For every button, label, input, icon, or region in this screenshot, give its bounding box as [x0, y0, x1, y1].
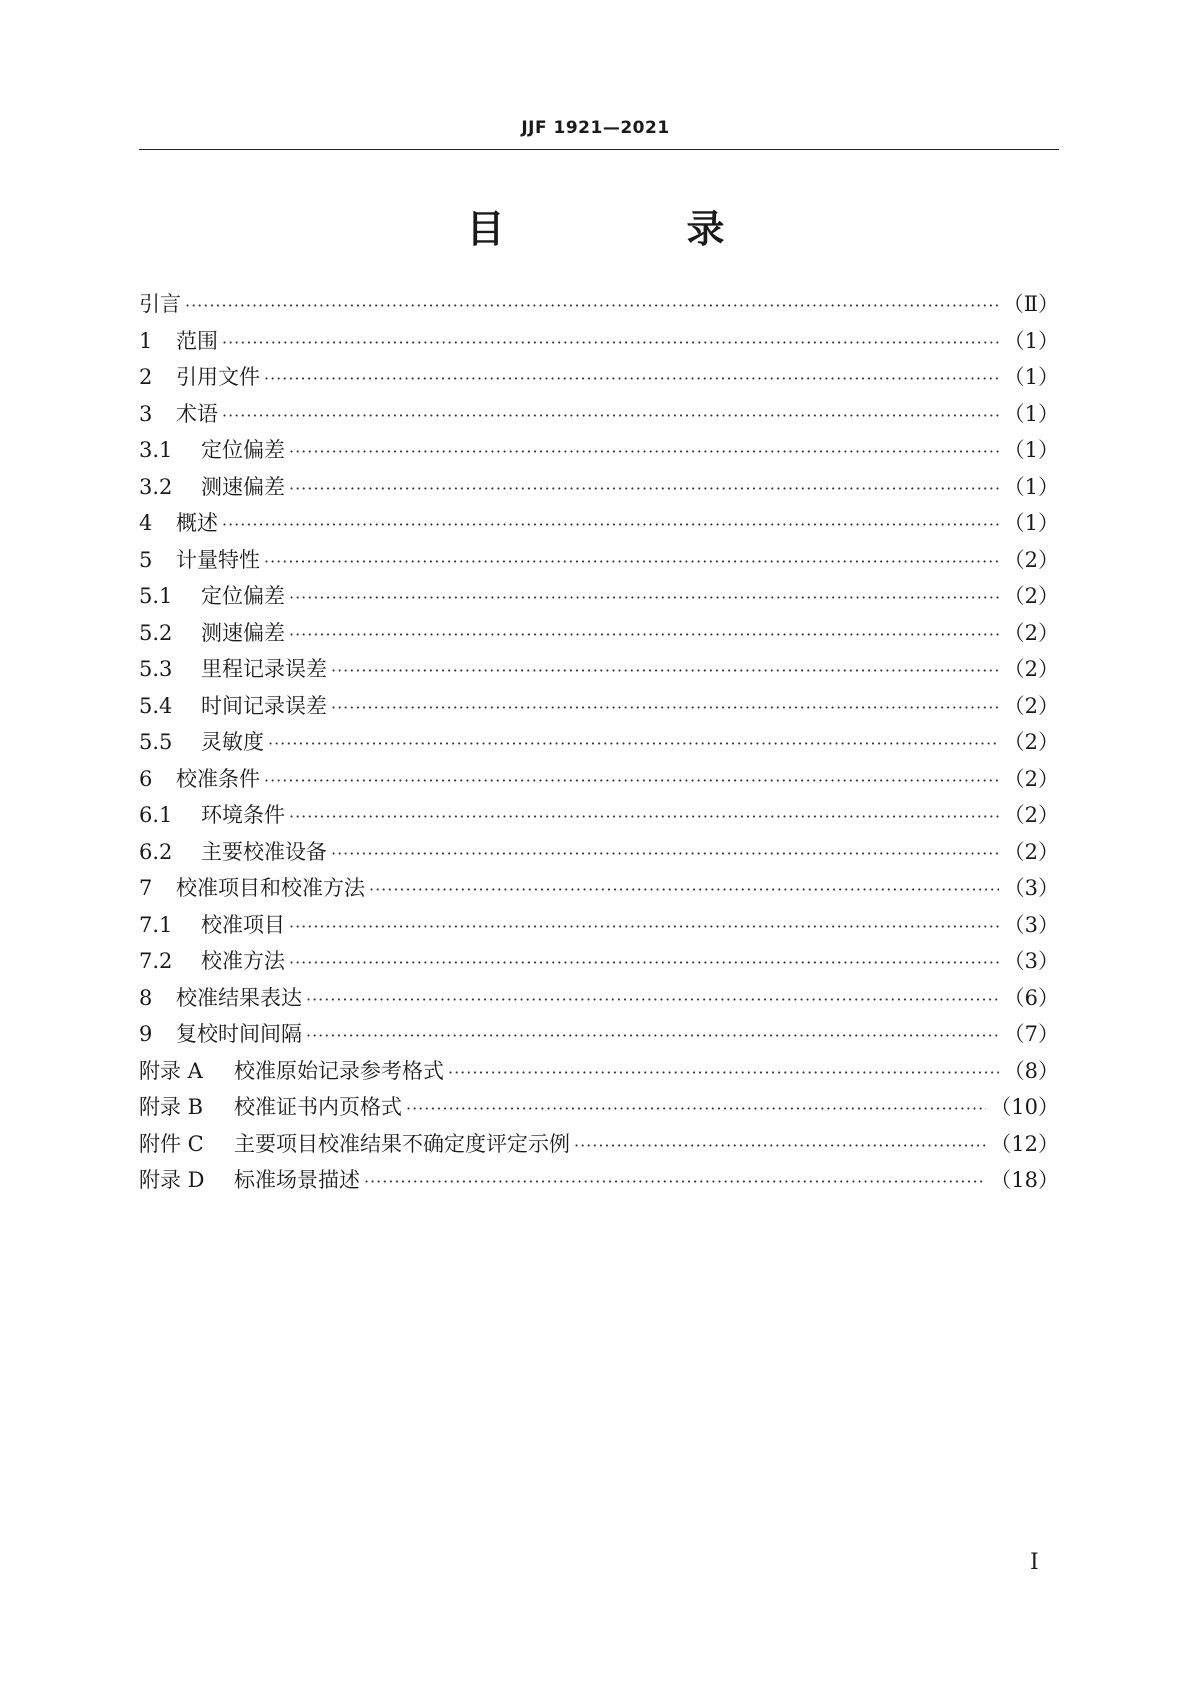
toc-leader-dots [306, 990, 999, 1009]
toc-section-title: 测速偏差 [201, 474, 285, 499]
toc-entry[interactable] [139, 872, 1059, 909]
toc-entry[interactable] [139, 653, 1059, 690]
toc-page-ref: （2） [1003, 839, 1059, 864]
toc-page-ref: （Ⅱ） [1002, 292, 1059, 316]
toc-section-number: 7 [139, 876, 153, 900]
toc-entry[interactable] [139, 471, 1059, 508]
toc-page-ref: （8） [1003, 1058, 1059, 1083]
page-number: Ⅰ [1030, 1550, 1039, 1575]
table-of-contents [139, 288, 1059, 1201]
toc-entry[interactable] [139, 1018, 1059, 1055]
toc-page-ref: （7） [1003, 1022, 1059, 1046]
toc-section-number: 7.1 [139, 912, 173, 937]
toc-entry-label [139, 434, 285, 464]
toc-page-ref: （1） [1003, 365, 1059, 389]
toc-entry-label [139, 1164, 360, 1194]
toc-section-number: 4 [139, 511, 153, 535]
toc-entry-label [139, 361, 260, 391]
toc-section-number: 5.3 [139, 657, 173, 681]
toc-leader-dots [364, 1172, 986, 1191]
toc-section-title: 环境条件 [201, 803, 285, 827]
toc-section-title: 校准结果表达 [176, 985, 302, 1010]
toc-leader-dots [222, 406, 999, 425]
toc-section-number: 附录 D [139, 1168, 205, 1192]
toc-leader-dots [306, 1026, 999, 1045]
toc-section-title: 引言 [139, 292, 181, 316]
toc-section-number: 1 [139, 328, 153, 353]
toc-entry[interactable] [139, 690, 1059, 727]
toc-leader-dots [222, 515, 999, 534]
toc-page-ref: （2） [1003, 584, 1059, 608]
toc-leader-dots [574, 1136, 986, 1155]
toc-section-number: 9 [139, 1022, 153, 1046]
toc-entry-label [139, 872, 365, 902]
toc-page-ref: （3） [1003, 949, 1059, 973]
toc-entry-label [139, 836, 327, 866]
toc-entry-label [139, 799, 285, 829]
toc-entry-label [139, 909, 285, 939]
toc-section-number: 5 [139, 547, 153, 572]
toc-section-number: 8 [139, 985, 153, 1010]
toc-entry-label [139, 544, 260, 574]
toc-entry-label [139, 1128, 570, 1158]
toc-entry-label [139, 507, 218, 537]
toc-page-ref: （10） [990, 1095, 1059, 1119]
toc-section-title: 引用文件 [176, 365, 260, 389]
toc-entry-label [139, 726, 264, 756]
toc-entry[interactable] [139, 507, 1059, 544]
toc-entry[interactable] [139, 434, 1059, 471]
toc-page-ref: （1） [1003, 438, 1059, 462]
toc-leader-dots [289, 479, 999, 498]
toc-section-number: 7.2 [139, 949, 173, 973]
toc-entry[interactable] [139, 726, 1059, 763]
toc-leader-dots [369, 880, 999, 899]
toc-page-ref: （3） [1003, 912, 1059, 937]
toc-section-title: 校准原始记录参考格式 [234, 1058, 444, 1083]
toc-entry-label [139, 1091, 402, 1121]
toc-page-ref: （3） [1003, 876, 1059, 900]
toc-entry-label [139, 945, 285, 975]
toc-page-ref: （1） [1003, 474, 1059, 499]
toc-section-title: 校准方法 [201, 949, 285, 973]
toc-entry[interactable] [139, 982, 1059, 1019]
toc-page-ref: （2） [1003, 730, 1059, 754]
toc-leader-dots [448, 1063, 999, 1082]
toc-entry-label [139, 1018, 302, 1048]
toc-section-title: 校准项目和校准方法 [176, 876, 365, 900]
toc-page-ref: （2） [1003, 620, 1059, 645]
toc-entry-label [139, 398, 218, 428]
toc-entry[interactable] [139, 617, 1059, 654]
toc-page-ref: （1） [1003, 511, 1059, 535]
toc-entry[interactable] [139, 1055, 1059, 1092]
toc-page-ref: （2） [1003, 693, 1059, 718]
toc-section-number: 5.5 [139, 730, 173, 754]
toc-entry[interactable] [139, 945, 1059, 982]
toc-leader-dots [264, 771, 999, 790]
toc-section-title: 主要项目校准结果不确定度评定示例 [234, 1131, 570, 1156]
document-code-header: JJF 1921—2021 [521, 118, 670, 138]
toc-entry[interactable] [139, 1164, 1059, 1201]
toc-section-number: 3.2 [139, 474, 173, 499]
toc-section-title: 时间记录误差 [201, 693, 327, 718]
toc-section-title: 校准项目 [201, 912, 285, 937]
toc-section-title: 灵敏度 [201, 730, 264, 754]
toc-leader-dots [289, 807, 999, 826]
toc-page-ref: （12） [990, 1131, 1059, 1156]
toc-section-title: 里程记录误差 [201, 657, 327, 681]
toc-section-number: 附件 C [139, 1131, 204, 1156]
toc-leader-dots [222, 333, 999, 352]
toc-section-title: 计量特性 [176, 547, 260, 572]
toc-section-title: 校准证书内页格式 [234, 1095, 402, 1119]
toc-entry-label [139, 288, 181, 318]
toc-page-ref: （2） [1003, 803, 1059, 827]
toc-section-title: 测速偏差 [201, 620, 285, 645]
toc-leader-dots [406, 1099, 986, 1118]
toc-page-ref: （1） [1003, 328, 1059, 353]
toc-entry-label [139, 653, 327, 683]
toc-leader-dots [289, 917, 999, 936]
toc-entry[interactable] [139, 398, 1059, 435]
toc-section-title: 主要校准设备 [201, 839, 327, 864]
header-divider [139, 149, 1059, 150]
toc-leader-dots [289, 588, 999, 607]
toc-section-title: 概述 [176, 511, 218, 535]
toc-section-number: 5.2 [139, 620, 173, 645]
toc-entry[interactable] [139, 544, 1059, 581]
toc-entry[interactable] [139, 1091, 1059, 1128]
toc-section-number: 3 [139, 401, 153, 426]
toc-entry[interactable] [139, 909, 1059, 946]
toc-section-number: 3.1 [139, 438, 173, 462]
toc-section-title: 标准场景描述 [234, 1168, 360, 1192]
toc-section-title: 复校时间间隔 [176, 1022, 302, 1046]
toc-leader-dots [331, 844, 999, 863]
toc-page-ref: （6） [1003, 985, 1059, 1010]
toc-leader-dots [289, 953, 999, 972]
toc-page-ref: （2） [1003, 766, 1059, 791]
toc-page-ref: （18） [990, 1168, 1059, 1192]
toc-leader-dots [268, 734, 999, 753]
toc-page-ref: （1） [1003, 401, 1059, 426]
toc-entry-label [139, 1055, 444, 1085]
toc-section-number: 附录 B [139, 1095, 204, 1119]
toc-section-number: 6.1 [139, 803, 173, 827]
toc-section-number: 附录 A [139, 1058, 203, 1083]
toc-page-ref: （2） [1003, 657, 1059, 681]
toc-section-number: 5.1 [139, 584, 173, 608]
toc-section-number: 5.4 [139, 693, 173, 718]
toc-entry-label [139, 580, 285, 610]
toc-entry[interactable] [139, 580, 1059, 617]
toc-section-number: 6.2 [139, 839, 173, 864]
toc-entry[interactable] [139, 836, 1059, 873]
toc-entry[interactable] [139, 799, 1059, 836]
toc-entry-label [139, 471, 285, 501]
toc-entry-label [139, 763, 260, 793]
toc-entry[interactable] [139, 1128, 1059, 1165]
toc-section-title: 校准条件 [176, 766, 260, 791]
toc-entry[interactable] [139, 325, 1059, 362]
toc-entry-label [139, 982, 302, 1012]
toc-entry[interactable] [139, 361, 1059, 398]
toc-section-title: 定位偏差 [201, 438, 285, 462]
toc-entry-label [139, 617, 285, 647]
toc-leader-dots [264, 552, 999, 571]
toc-entry[interactable] [139, 763, 1059, 800]
page-title: 目 录 [466, 207, 797, 251]
toc-leader-dots [264, 369, 999, 388]
toc-leader-dots [289, 625, 999, 644]
toc-entry-label [139, 690, 327, 720]
toc-entry-label [139, 325, 218, 355]
toc-page-ref: （2） [1003, 547, 1059, 572]
toc-leader-dots [289, 442, 999, 461]
toc-section-title: 定位偏差 [201, 584, 285, 608]
toc-leader-dots [331, 661, 999, 680]
toc-section-number: 2 [139, 365, 153, 389]
toc-entry[interactable] [139, 288, 1059, 325]
toc-section-number: 6 [139, 766, 153, 791]
toc-leader-dots [331, 698, 999, 717]
toc-leader-dots [185, 296, 999, 315]
toc-section-title: 范围 [176, 328, 218, 353]
toc-section-title: 术语 [176, 401, 218, 426]
